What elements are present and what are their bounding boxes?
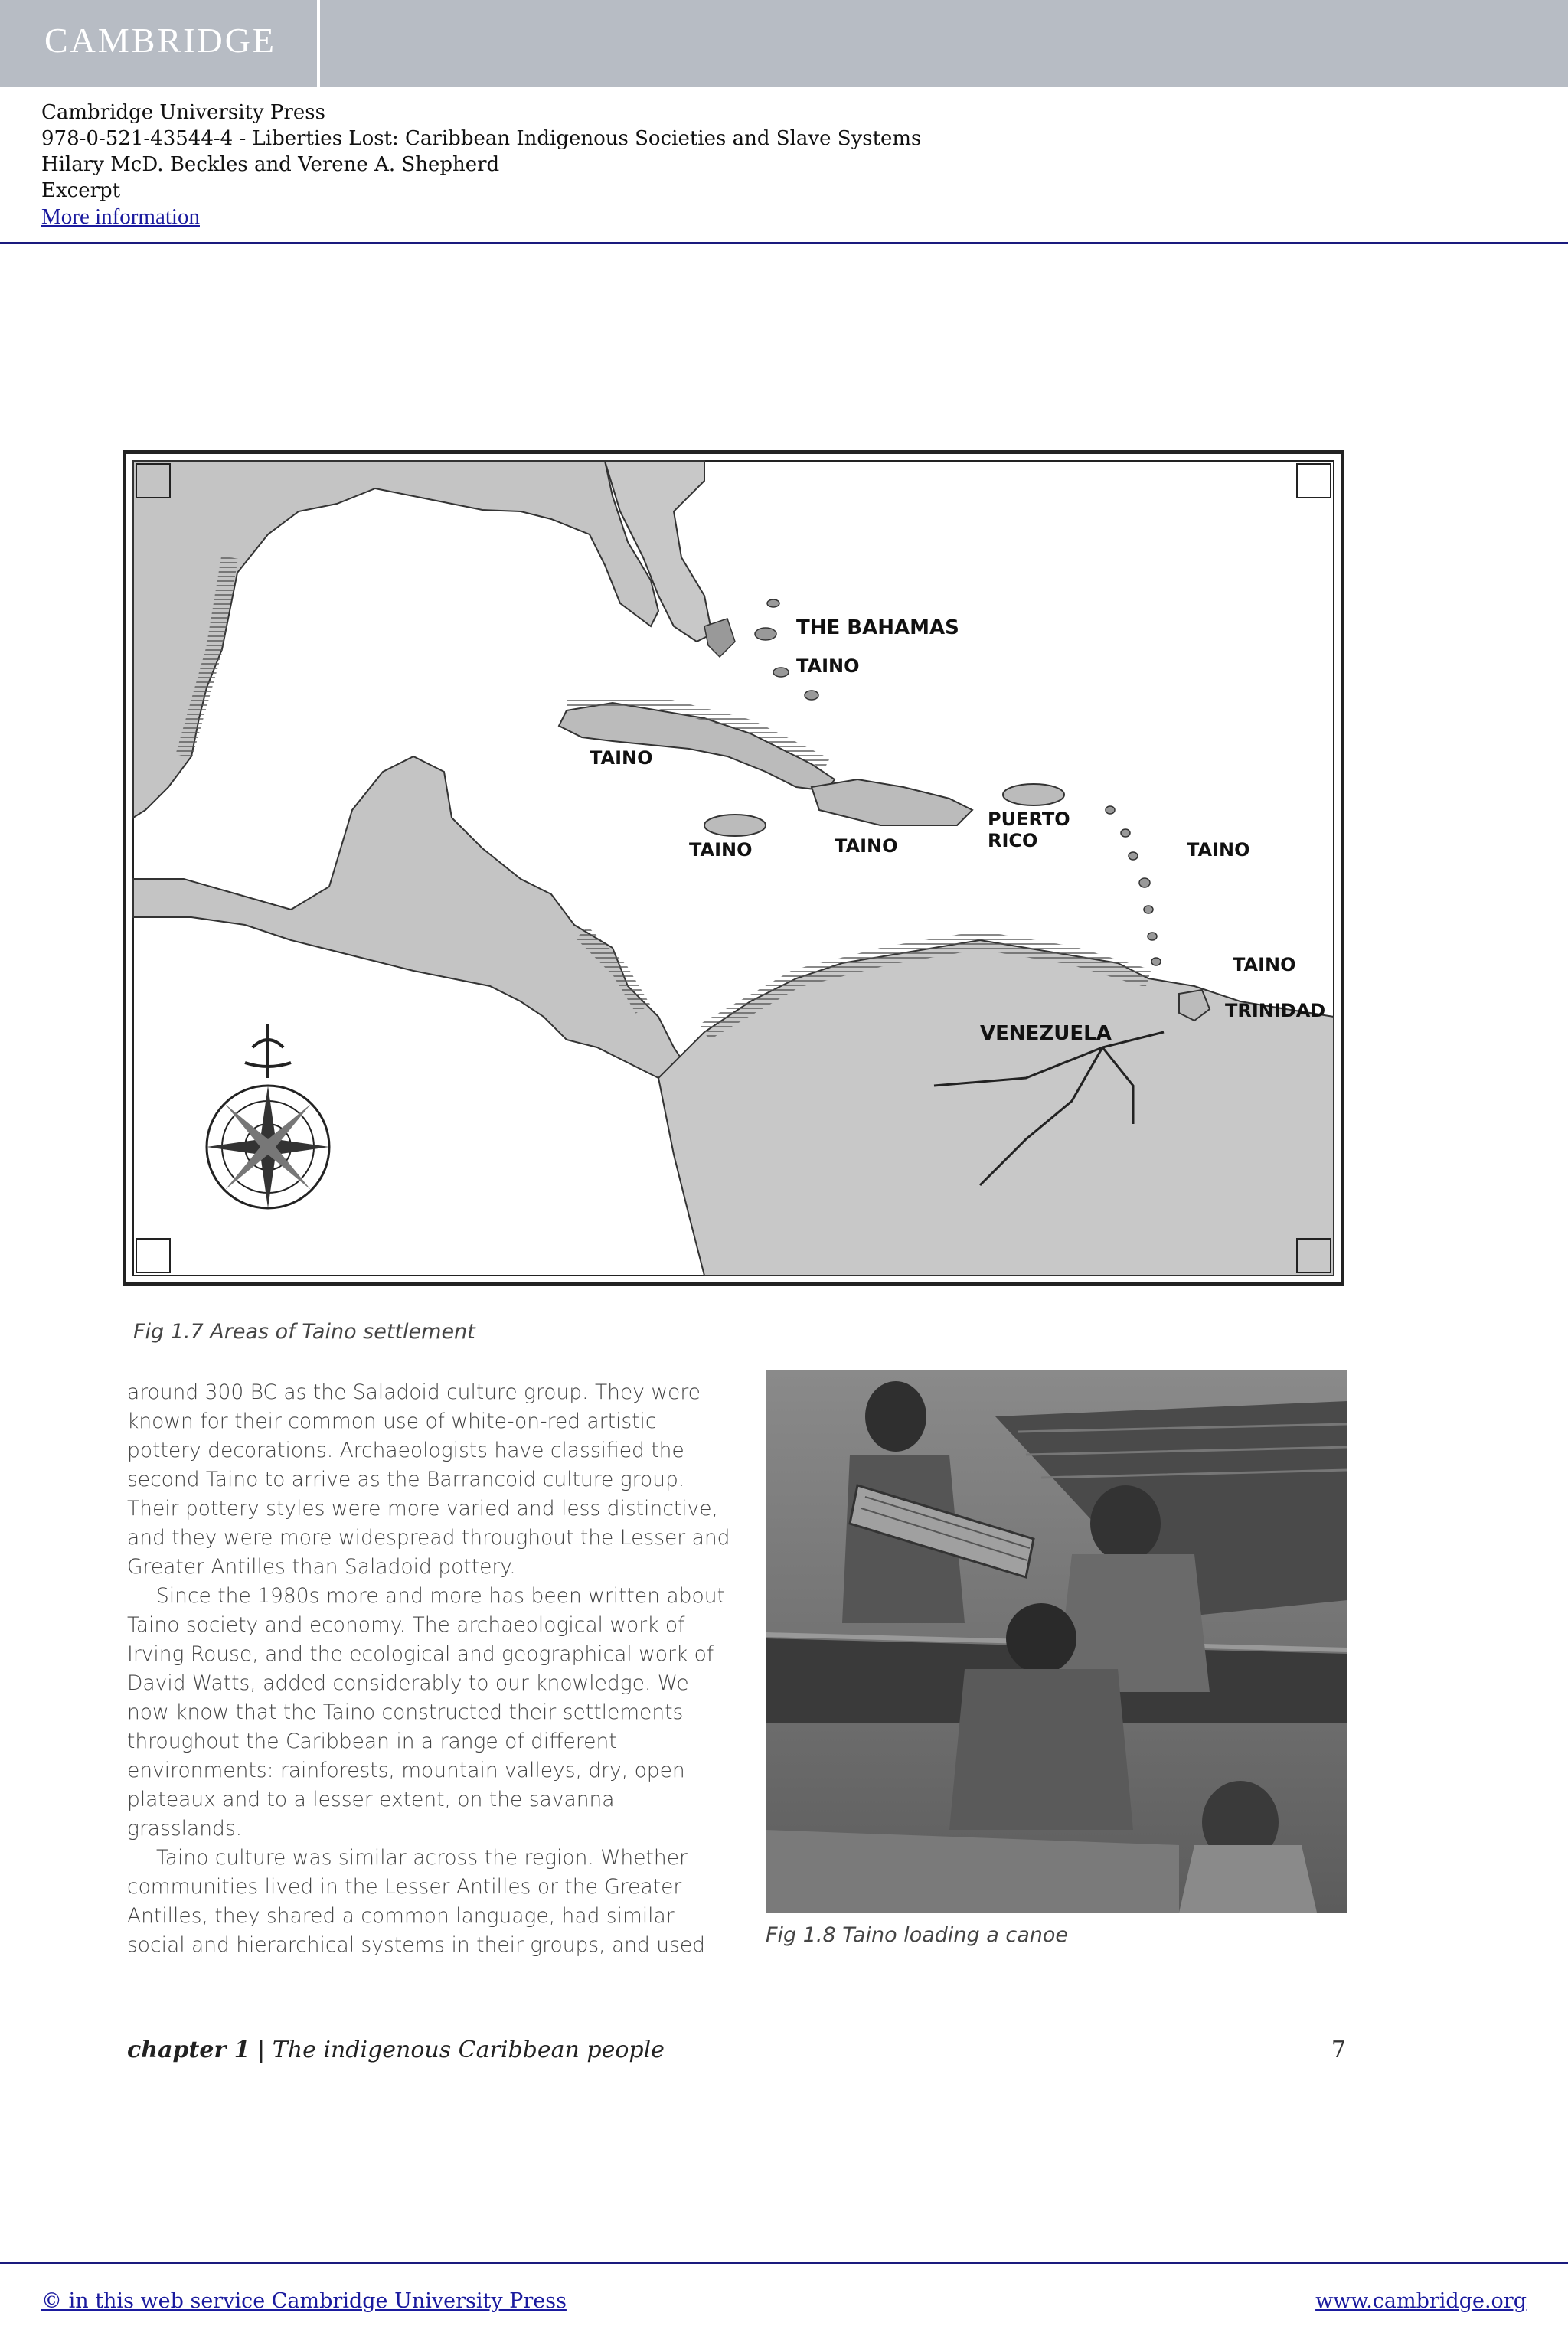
label-rico: RICO <box>988 830 1038 851</box>
label-taino-south: TAINO <box>1233 954 1296 975</box>
puerto-rico-island <box>1003 784 1064 805</box>
label-taino-jamaica: TAINO <box>689 839 753 861</box>
website-link[interactable]: www.cambridge.org <box>1315 2289 1527 2313</box>
publisher-name: Cambridge University Press <box>41 101 325 124</box>
logo-text: CAMBRIDGE <box>44 21 277 60</box>
running-footer <box>127 2037 665 2063</box>
paragraph-3: Taino culture was similar across the region. Whether communities lived in the Lesser Antilles or the Greater Antilles, they shared a common language, had similar social and hierarchical systems in their groups, and used <box>127 1846 705 1957</box>
label-trinidad: TRINIDAD <box>1225 1000 1326 1021</box>
paragraph-1: around 300 BC as the Saladoid culture group. They were known for their common use of white-on-red artistic pottery decorations. Archaeologists have classified the second Taino to arrive as the Barrancoid culture group. Their pottery styles were more varied and less distinctive, and they were more widespread throughout the Lesser and Greater Antilles than Saladoid pottery. <box>127 1380 730 1579</box>
taino-canoe-illustration <box>766 1370 1348 1913</box>
body-text <box>127 1378 732 1960</box>
label-taino-cuba: TAINO <box>590 747 653 769</box>
caribbean-map <box>122 450 1344 1286</box>
label-taino-lesser: TAINO <box>1187 839 1250 861</box>
header-divider <box>0 242 1568 244</box>
excerpt-label: Excerpt <box>41 179 121 202</box>
chapter-title: | The indigenous Caribbean people <box>257 2037 665 2063</box>
map-caption: Fig 1.7 Areas of Taino settlement <box>133 1320 475 1344</box>
isbn-title: 978-0-521-43544-4 - Liberties Lost: Caribbean Indigenous Societies and Slave Systems <box>41 127 922 150</box>
jamaica-island <box>704 815 766 836</box>
chapter-label: chapter 1 <box>127 2037 250 2063</box>
more-information-link[interactable]: More information <box>41 204 200 229</box>
book-metadata <box>41 100 921 230</box>
authors: Hilary McD. Beckles and Verene A. Shepherd <box>41 153 500 176</box>
page-number: 7 <box>1331 2037 1346 2063</box>
footer-divider <box>0 2262 1568 2264</box>
paragraph-2: Since the 1980s more and more has been written about Taino society and economy. The archaeological work of Irving Rouse, and the ecological and geographical work of David Watts, added considerably to our knowledge. We now know that the Taino constructed their settlements throughout the Caribbean in a range of different environments: rainforests, mountain valleys, dry, open plateaux and to a lesser extent, on the savanna grasslands. <box>127 1584 725 1841</box>
cambridge-logo[interactable] <box>0 0 320 87</box>
copyright-link[interactable]: © in this web service Cambridge University Press <box>41 2289 567 2313</box>
label-venezuela: VENEZUELA <box>980 1022 1112 1045</box>
illustration-caption: Fig 1.8 Taino loading a canoe <box>766 1923 1068 1947</box>
publisher-banner <box>0 0 1568 87</box>
label-puerto: PUERTO <box>988 808 1070 830</box>
label-bahamas: THE BAHAMAS <box>796 616 959 639</box>
label-taino-bahamas: TAINO <box>796 655 860 677</box>
label-taino-hispaniola: TAINO <box>835 835 898 857</box>
